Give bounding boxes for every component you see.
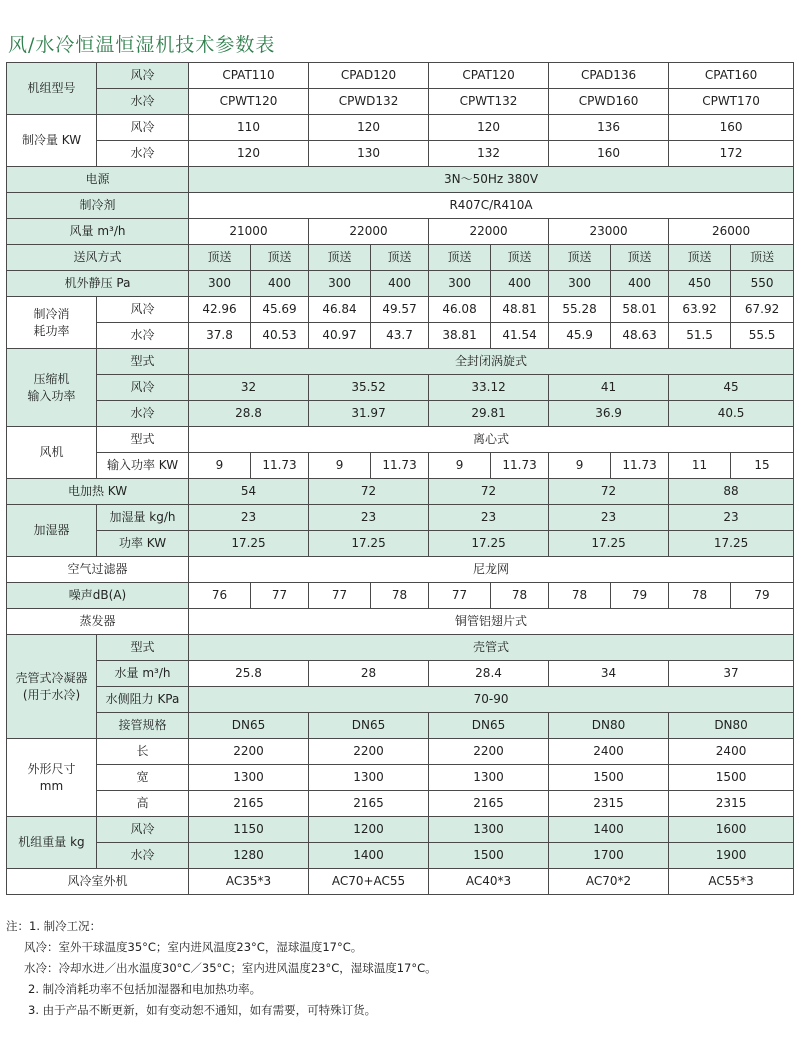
table-cell: CPAD120 xyxy=(309,63,429,89)
row-header-cell: 制冷剂 xyxy=(7,193,189,219)
table-cell: 水冷 xyxy=(97,401,189,427)
table-row xyxy=(7,427,794,453)
table-row xyxy=(7,609,794,635)
table-cell: 300 xyxy=(429,271,491,297)
table-cell: 37.8 xyxy=(189,323,251,349)
table-row xyxy=(7,453,794,479)
table-cell: 43.7 xyxy=(371,323,429,349)
table-cell: 33.12 xyxy=(429,375,549,401)
table-cell: 72 xyxy=(549,479,669,505)
table-cell: 41.54 xyxy=(491,323,549,349)
row-header-cell: 机组重量 kg xyxy=(7,817,97,869)
table-row xyxy=(7,245,794,271)
table-cell: 2315 xyxy=(669,791,794,817)
table-cell: DN65 xyxy=(189,713,309,739)
table-cell: 11 xyxy=(669,453,731,479)
row-header-cell: 送风方式 xyxy=(7,245,189,271)
table-cell: DN80 xyxy=(549,713,669,739)
table-cell: 40.97 xyxy=(309,323,371,349)
table-cell: 450 xyxy=(669,271,731,297)
table-cell: 36.9 xyxy=(549,401,669,427)
table-cell: 2200 xyxy=(309,739,429,765)
note-power: 2. 制冷消耗功率不包括加湿器和电加热功率。 xyxy=(28,982,262,996)
table-cell: 风冷 xyxy=(97,115,189,141)
table-row xyxy=(7,531,794,557)
table-cell: 1500 xyxy=(669,765,794,791)
note-air-cooled: 风冷：室外干球温度35°C；室内进风温度23°C，湿球温度17°C。 xyxy=(24,940,363,954)
table-row xyxy=(7,167,794,193)
table-cell: 23 xyxy=(549,505,669,531)
table-cell: 1300 xyxy=(429,817,549,843)
table-cell: 78 xyxy=(549,583,611,609)
table-row xyxy=(7,89,794,115)
table-cell: 45.9 xyxy=(549,323,611,349)
page-title: 风/水冷恒温恒湿机技术参数表 xyxy=(8,34,276,56)
row-header-cell: 制冷量 KW xyxy=(7,115,97,167)
table-cell: 32 xyxy=(189,375,309,401)
table-cell: 25.8 xyxy=(189,661,309,687)
table-row xyxy=(7,271,794,297)
table-cell: 11.73 xyxy=(371,453,429,479)
table-cell: 78 xyxy=(371,583,429,609)
table-cell: 300 xyxy=(189,271,251,297)
table-cell: 77 xyxy=(309,583,371,609)
row-header-cell: 机外静压 Pa xyxy=(7,271,189,297)
table-row xyxy=(7,141,794,167)
table-cell: 水冷 xyxy=(97,323,189,349)
table-cell: 120 xyxy=(429,115,549,141)
table-row xyxy=(7,297,794,323)
table-cell: 38.81 xyxy=(429,323,491,349)
table-cell: 17.25 xyxy=(309,531,429,557)
table-cell: 26000 xyxy=(669,219,794,245)
table-cell: 67.92 xyxy=(731,297,794,323)
table-cell: 63.92 xyxy=(669,297,731,323)
table-cell: 铜管铝翅片式 xyxy=(189,609,794,635)
row-header-cell: 风冷室外机 xyxy=(7,869,189,895)
table-row xyxy=(7,739,794,765)
table-cell: 1150 xyxy=(189,817,309,843)
table-cell: 风冷 xyxy=(97,297,189,323)
table-cell: 2165 xyxy=(309,791,429,817)
table-cell: 2400 xyxy=(549,739,669,765)
table-cell: 172 xyxy=(669,141,794,167)
table-cell: DN80 xyxy=(669,713,794,739)
table-cell: 120 xyxy=(189,141,309,167)
table-cell: 顶送 xyxy=(611,245,669,271)
table-row xyxy=(7,505,794,531)
table-cell: 79 xyxy=(611,583,669,609)
table-row xyxy=(7,375,794,401)
row-header-cell: 电加热 KW xyxy=(7,479,189,505)
table-row xyxy=(7,557,794,583)
table-cell: 77 xyxy=(251,583,309,609)
table-row xyxy=(7,661,794,687)
table-cell: 输入功率 KW xyxy=(97,453,189,479)
table-cell: 49.57 xyxy=(371,297,429,323)
table-cell: 全封闭涡旋式 xyxy=(189,349,794,375)
table-cell: 水量 m³/h xyxy=(97,661,189,687)
table-row xyxy=(7,63,794,89)
note-water-cooled: 水冷：冷却水进／出水温度30°C／35°C；室内进风温度23°C，湿球温度17°C。 xyxy=(24,961,437,975)
table-cell: 1200 xyxy=(309,817,429,843)
table-cell: 1300 xyxy=(309,765,429,791)
table-cell: 顶送 xyxy=(189,245,251,271)
table-cell: 34 xyxy=(549,661,669,687)
table-cell: 宽 xyxy=(97,765,189,791)
table-row xyxy=(7,349,794,375)
table-cell: 55.28 xyxy=(549,297,611,323)
table-cell: 21000 xyxy=(189,219,309,245)
table-cell: 壳管式 xyxy=(189,635,794,661)
table-cell: 水冷 xyxy=(97,141,189,167)
table-cell: 88 xyxy=(669,479,794,505)
table-cell: 400 xyxy=(611,271,669,297)
table-cell: 风冷 xyxy=(97,375,189,401)
row-header-cell: 壳管式冷凝器 (用于水冷) xyxy=(7,635,97,739)
table-row xyxy=(7,765,794,791)
table-cell: 顶送 xyxy=(731,245,794,271)
table-cell: 型式 xyxy=(97,427,189,453)
table-cell: AC55*3 xyxy=(669,869,794,895)
table-cell: 顶送 xyxy=(491,245,549,271)
table-cell: 接管规格 xyxy=(97,713,189,739)
row-header-cell: 机组型号 xyxy=(7,63,97,115)
row-header-cell: 蒸发器 xyxy=(7,609,189,635)
table-cell: 3N～50Hz 380V xyxy=(189,167,794,193)
table-cell: CPWT120 xyxy=(189,89,309,115)
table-cell: 45 xyxy=(669,375,794,401)
table-cell: CPAT160 xyxy=(669,63,794,89)
table-cell: 15 xyxy=(731,453,794,479)
table-cell: 17.25 xyxy=(189,531,309,557)
row-header-cell: 制冷消 耗功率 xyxy=(7,297,97,349)
table-cell: 120 xyxy=(309,115,429,141)
table-cell: 顶送 xyxy=(371,245,429,271)
table-cell: 1900 xyxy=(669,843,794,869)
table-cell: AC35*3 xyxy=(189,869,309,895)
table-cell: 23 xyxy=(309,505,429,531)
table-cell: 2200 xyxy=(429,739,549,765)
table-cell: 45.69 xyxy=(251,297,309,323)
table-cell: 17.25 xyxy=(669,531,794,557)
table-cell: CPAT120 xyxy=(429,63,549,89)
table-cell: 2165 xyxy=(429,791,549,817)
table-cell: 风冷 xyxy=(97,817,189,843)
table-cell: 2200 xyxy=(189,739,309,765)
table-cell: 40.5 xyxy=(669,401,794,427)
table-cell: 70-90 xyxy=(189,687,794,713)
table-row xyxy=(7,479,794,505)
table-cell: 110 xyxy=(189,115,309,141)
row-header-cell: 加湿器 xyxy=(7,505,97,557)
table-cell: 1300 xyxy=(429,765,549,791)
table-cell: 17.25 xyxy=(429,531,549,557)
table-cell: 顶送 xyxy=(429,245,491,271)
table-row xyxy=(7,817,794,843)
table-cell: 42.96 xyxy=(189,297,251,323)
table-cell: 1400 xyxy=(549,817,669,843)
table-cell: 9 xyxy=(309,453,371,479)
table-cell: 23 xyxy=(669,505,794,531)
row-header-cell: 风量 m³/h xyxy=(7,219,189,245)
table-cell: 型式 xyxy=(97,635,189,661)
table-cell: 136 xyxy=(549,115,669,141)
table-cell: 风冷 xyxy=(97,63,189,89)
table-cell: 78 xyxy=(669,583,731,609)
table-row xyxy=(7,193,794,219)
table-cell: 132 xyxy=(429,141,549,167)
spec-table-body xyxy=(7,63,794,895)
table-cell: 35.52 xyxy=(309,375,429,401)
table-cell: 28.8 xyxy=(189,401,309,427)
table-cell: 功率 KW xyxy=(97,531,189,557)
table-cell: 1280 xyxy=(189,843,309,869)
table-cell: 79 xyxy=(731,583,794,609)
table-row xyxy=(7,869,794,895)
table-cell: 46.84 xyxy=(309,297,371,323)
table-cell: 72 xyxy=(309,479,429,505)
table-cell: 1300 xyxy=(189,765,309,791)
row-header-cell: 压缩机 输入功率 xyxy=(7,349,97,427)
table-row xyxy=(7,401,794,427)
table-cell: 400 xyxy=(251,271,309,297)
table-row xyxy=(7,583,794,609)
table-cell: 2165 xyxy=(189,791,309,817)
table-row xyxy=(7,791,794,817)
table-cell: 58.01 xyxy=(611,297,669,323)
table-cell: 550 xyxy=(731,271,794,297)
table-cell: 22000 xyxy=(429,219,549,245)
table-row xyxy=(7,323,794,349)
table-cell: AC70*2 xyxy=(549,869,669,895)
table-row xyxy=(7,687,794,713)
table-cell: CPWT132 xyxy=(429,89,549,115)
row-header-cell: 空气过滤器 xyxy=(7,557,189,583)
table-row xyxy=(7,713,794,739)
table-cell: 41 xyxy=(549,375,669,401)
table-cell: 28 xyxy=(309,661,429,687)
table-cell: 顶送 xyxy=(549,245,611,271)
table-cell: 22000 xyxy=(309,219,429,245)
table-row xyxy=(7,115,794,141)
table-cell: 31.97 xyxy=(309,401,429,427)
table-cell: 76 xyxy=(189,583,251,609)
table-cell: 400 xyxy=(491,271,549,297)
table-cell: 顶送 xyxy=(309,245,371,271)
table-cell: 130 xyxy=(309,141,429,167)
table-cell: 顶送 xyxy=(251,245,309,271)
table-cell: 长 xyxy=(97,739,189,765)
table-row xyxy=(7,635,794,661)
table-cell: 尼龙网 xyxy=(189,557,794,583)
table-cell: 9 xyxy=(429,453,491,479)
table-cell: 顶送 xyxy=(669,245,731,271)
table-cell: 高 xyxy=(97,791,189,817)
table-row xyxy=(7,219,794,245)
table-cell: 加湿量 kg/h xyxy=(97,505,189,531)
table-cell: 水冷 xyxy=(97,843,189,869)
table-cell: CPWT170 xyxy=(669,89,794,115)
row-header-cell: 噪声dB(A) xyxy=(7,583,189,609)
row-header-cell: 风机 xyxy=(7,427,97,479)
table-cell: CPWD132 xyxy=(309,89,429,115)
table-cell: 48.63 xyxy=(611,323,669,349)
table-cell: 23 xyxy=(429,505,549,531)
table-cell: 40.53 xyxy=(251,323,309,349)
table-cell: 水侧阻力 KPa xyxy=(97,687,189,713)
table-cell: AC70+AC55 xyxy=(309,869,429,895)
table-cell: DN65 xyxy=(309,713,429,739)
table-cell: 300 xyxy=(309,271,371,297)
table-cell: 160 xyxy=(669,115,794,141)
table-cell: 11.73 xyxy=(251,453,309,479)
table-cell: 9 xyxy=(549,453,611,479)
spec-table xyxy=(6,62,794,895)
table-cell: 1400 xyxy=(309,843,429,869)
table-cell: 160 xyxy=(549,141,669,167)
table-cell: 1500 xyxy=(549,765,669,791)
table-cell: 水冷 xyxy=(97,89,189,115)
table-cell: DN65 xyxy=(429,713,549,739)
table-cell: 29.81 xyxy=(429,401,549,427)
table-cell: 72 xyxy=(429,479,549,505)
row-header-cell: 外形尺寸 mm xyxy=(7,739,97,817)
table-cell: 型式 xyxy=(97,349,189,375)
table-cell: CPAD136 xyxy=(549,63,669,89)
table-cell: 51.5 xyxy=(669,323,731,349)
notes-section xyxy=(6,916,437,1021)
table-cell: 48.81 xyxy=(491,297,549,323)
table-cell: 28.4 xyxy=(429,661,549,687)
table-cell: 1700 xyxy=(549,843,669,869)
table-cell: AC40*3 xyxy=(429,869,549,895)
table-cell: 300 xyxy=(549,271,611,297)
table-cell: 37 xyxy=(669,661,794,687)
table-cell: 54 xyxy=(189,479,309,505)
table-cell: 离心式 xyxy=(189,427,794,453)
row-header-cell: 电源 xyxy=(7,167,189,193)
note-updates: 3. 由于产品不断更新，如有变动恕不通知，如有需要，可特殊订货。 xyxy=(28,1003,377,1017)
table-cell: 23 xyxy=(189,505,309,531)
table-cell: 1500 xyxy=(429,843,549,869)
table-cell: CPAT110 xyxy=(189,63,309,89)
note-heading: 注：1. 制冷工况： xyxy=(6,919,102,933)
table-cell: 2400 xyxy=(669,739,794,765)
table-cell: 2315 xyxy=(549,791,669,817)
table-cell: 11.73 xyxy=(491,453,549,479)
table-cell: 17.25 xyxy=(549,531,669,557)
table-cell: CPWD160 xyxy=(549,89,669,115)
table-cell: 77 xyxy=(429,583,491,609)
table-cell: 23000 xyxy=(549,219,669,245)
table-cell: 9 xyxy=(189,453,251,479)
table-row xyxy=(7,843,794,869)
table-cell: 1600 xyxy=(669,817,794,843)
table-cell: 400 xyxy=(371,271,429,297)
table-cell: 78 xyxy=(491,583,549,609)
table-cell: 55.5 xyxy=(731,323,794,349)
table-cell: R407C/R410A xyxy=(189,193,794,219)
table-cell: 46.08 xyxy=(429,297,491,323)
table-cell: 11.73 xyxy=(611,453,669,479)
